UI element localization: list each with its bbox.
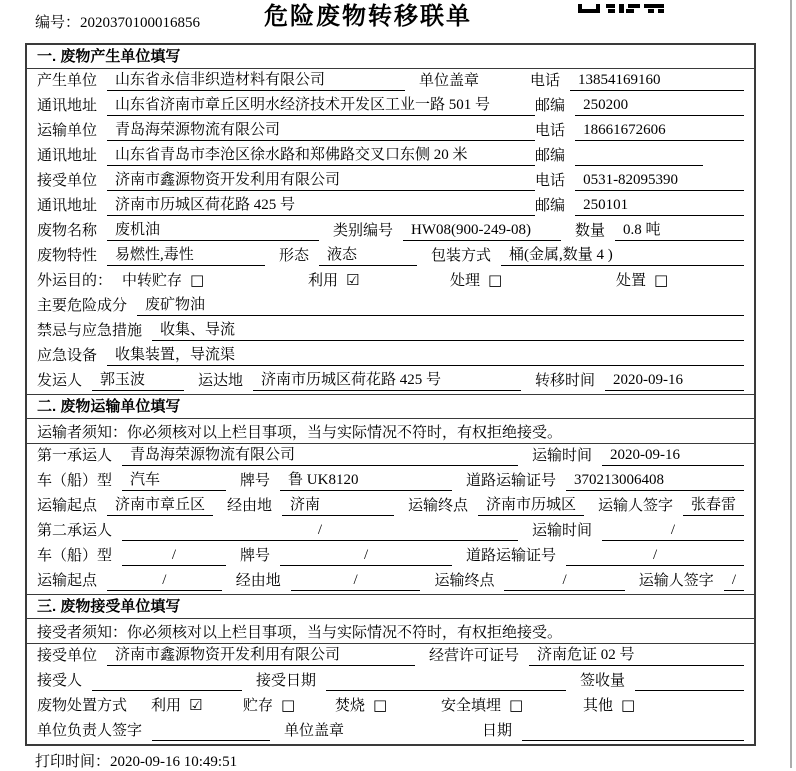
vehicle-type-label: 车（船）型 xyxy=(37,548,113,564)
plate-value: / xyxy=(280,546,452,566)
row-disposal-method xyxy=(27,694,754,719)
row-transport-unit xyxy=(27,119,754,144)
section3-header: 三. 废物接受单位填写 xyxy=(27,594,754,619)
route-start-label: 运输起点 xyxy=(37,498,98,514)
zip-label: 邮编 xyxy=(535,198,566,214)
qr-code-fragment xyxy=(578,0,664,9)
road-permit-value: 370213006408 xyxy=(566,471,744,491)
zip-label: 邮编 xyxy=(535,148,566,164)
option-text: 中转贮存 xyxy=(122,273,183,289)
row-emergency-equipment xyxy=(27,344,754,369)
row-shipper xyxy=(27,369,754,394)
option-text: 安全填埋 xyxy=(441,698,502,714)
unit-seal-label: 单位盖章 xyxy=(284,723,345,739)
transport-time-value: / xyxy=(602,521,744,541)
destination-label: 运达地 xyxy=(198,373,244,389)
row-route-2 xyxy=(27,569,754,594)
transport-zip-group xyxy=(535,147,744,166)
receiver-zip-group xyxy=(535,196,744,216)
page-edge-line xyxy=(790,0,792,768)
checkbox-unchecked-icon: □ xyxy=(509,696,524,714)
checkbox-unchecked-icon: □ xyxy=(373,696,388,714)
disposal-option-utilize xyxy=(151,696,243,716)
license-value: 济南危证 02 号 xyxy=(529,646,744,666)
received-qty-value xyxy=(635,672,744,691)
producer-address-label: 通讯地址 xyxy=(37,98,98,114)
disposal-option-store xyxy=(243,696,335,716)
checkbox-unchecked-icon: □ xyxy=(281,696,296,714)
route-via-label: 经由地 xyxy=(227,498,273,514)
transport-phone-group xyxy=(535,121,744,141)
checkbox-unchecked-icon: □ xyxy=(621,696,636,714)
phone-label: 电话 xyxy=(535,123,566,139)
page-title: 危险废物转移联单 xyxy=(264,3,472,30)
row-second-carrier xyxy=(27,519,754,544)
purpose-option-treat xyxy=(450,271,616,291)
option-text: 利用 xyxy=(151,698,182,714)
row-receiver-address xyxy=(27,194,754,219)
producer-address-value: 山东省济南市章丘区明水经济技术开发区工业一路 501 号 xyxy=(107,96,535,116)
plate-value: 鲁 UK8120 xyxy=(280,471,452,491)
route-end-value: 济南市历城区 xyxy=(478,496,584,516)
destination-value: 济南市历城区荷花路 425 号 xyxy=(253,371,521,391)
date-label: 日期 xyxy=(482,723,513,739)
unit-seal-label: 单位盖章 xyxy=(419,73,480,89)
section1-header: 一. 废物产生单位填写 xyxy=(27,45,754,69)
hazard-component-label: 主要危险成分 xyxy=(37,298,128,314)
transport-unit-label: 运输单位 xyxy=(37,123,98,139)
road-permit-value: / xyxy=(566,546,744,566)
license-label: 经营许可证号 xyxy=(429,648,520,664)
carrier-sign-label: 运输人签字 xyxy=(638,573,714,589)
producer-phone-value: 13854169160 xyxy=(570,71,744,91)
checkbox-unchecked-icon: □ xyxy=(654,271,669,289)
option-text: 利用 xyxy=(308,273,339,289)
receiver-notice-text: 接受者须知：你必须核对以上栏目事项，当与实际情况不符时，有权拒绝接受。 xyxy=(37,624,563,641)
accepting-unit-label: 接受单位 xyxy=(37,648,98,664)
waste-form-label: 形态 xyxy=(279,248,310,264)
transport-time-value: 2020-09-16 xyxy=(602,446,744,466)
section2-header: 二. 废物运输单位填写 xyxy=(27,394,754,419)
route-via-value: 济南 xyxy=(282,496,394,516)
date-value xyxy=(522,722,744,741)
waste-property-label: 废物特性 xyxy=(37,248,98,264)
row-vehicle-2 xyxy=(27,544,754,569)
plate-label: 牌号 xyxy=(240,473,271,489)
first-carrier-value: 青岛海荣源物流有限公司 xyxy=(122,446,518,466)
transport-time-label: 运输时间 xyxy=(532,448,593,464)
hazard-component-value: 废矿物油 xyxy=(137,296,744,316)
receiver-phone-group xyxy=(535,171,744,191)
document-header xyxy=(0,0,796,42)
producer-unit-label: 产生单位 xyxy=(37,73,98,89)
serial-value: 2020370100016856 xyxy=(80,15,201,31)
plate-label: 牌号 xyxy=(240,548,271,564)
row-acceptor xyxy=(27,669,754,694)
route-end-label: 运输终点 xyxy=(434,573,495,589)
waste-qty-label: 数量 xyxy=(575,223,606,239)
receiver-address-label: 通讯地址 xyxy=(37,198,98,214)
row-receiver-notice xyxy=(27,619,754,644)
transport-phone-value: 18661672606 xyxy=(575,121,744,141)
disposal-option-incinerate xyxy=(335,696,441,716)
accept-date-value xyxy=(326,672,566,691)
route-via-value: / xyxy=(291,571,421,591)
form-table xyxy=(25,43,756,746)
waste-code-label: 类别编号 xyxy=(333,223,394,239)
receiver-address-value: 济南市历城区荷花路 425 号 xyxy=(107,196,535,216)
waste-form-value: 液态 xyxy=(319,246,417,266)
option-text: 处理 xyxy=(450,273,481,289)
transporter-notice-text: 运输者须知：你必须核对以上栏目事项，当与实际情况不符时，有权拒绝接受。 xyxy=(37,424,563,441)
waste-property-value: 易燃性,毒性 xyxy=(107,246,265,266)
disposal-option-other xyxy=(583,696,635,716)
option-text: 焚烧 xyxy=(335,698,366,714)
route-end-value: / xyxy=(504,571,624,591)
route-start-value: 济南市章丘区 xyxy=(107,496,213,516)
waste-code-value: HW08(900-249-08) xyxy=(403,221,561,241)
disposal-option-landfill xyxy=(441,696,583,716)
carrier-sign-value: / xyxy=(724,571,744,591)
transfer-time-value: 2020-09-16 xyxy=(605,371,744,391)
route-start-label: 运输起点 xyxy=(37,573,98,589)
producer-phone-group xyxy=(530,71,744,91)
transport-zip-value xyxy=(575,147,703,166)
emergency-measures-label: 禁忌与应急措施 xyxy=(37,323,143,339)
emergency-equipment-label: 应急设备 xyxy=(37,348,98,364)
row-route-1 xyxy=(27,494,754,519)
disposal-method-label: 废物处置方式 xyxy=(37,698,128,714)
row-waste-property xyxy=(27,244,754,269)
row-first-carrier xyxy=(27,444,754,469)
producer-zip-group xyxy=(535,96,744,116)
emergency-measures-value: 收集、导流 xyxy=(152,321,744,341)
purpose-option-transit-storage xyxy=(122,271,308,291)
second-carrier-label: 第二承运人 xyxy=(37,523,113,539)
packing-value: 桶(金属,数量 4 ) xyxy=(501,246,744,266)
option-text: 贮存 xyxy=(243,698,274,714)
receiver-phone-value: 0531-82095390 xyxy=(575,171,744,191)
row-accepting-unit xyxy=(27,644,754,669)
accept-date-label: 接受日期 xyxy=(256,673,317,689)
print-time-value: 2020-09-16 10:49:51 xyxy=(110,754,238,770)
purpose-option-utilize xyxy=(308,271,450,291)
transfer-time-label: 转移时间 xyxy=(535,373,596,389)
accepting-unit-value: 济南市鑫源物资开发利用有限公司 xyxy=(107,646,415,666)
checkbox-checked-icon: ☑ xyxy=(189,696,203,714)
vehicle-type-label: 车（船）型 xyxy=(37,473,113,489)
waste-name-label: 废物名称 xyxy=(37,223,98,239)
acceptor-label: 接受人 xyxy=(37,673,83,689)
checkbox-checked-icon: ☑ xyxy=(346,271,360,289)
responsible-sign-value xyxy=(152,722,270,741)
print-time-label: 打印时间： xyxy=(35,754,111,770)
responsible-sign-label: 单位负责人签字 xyxy=(37,723,143,739)
row-producer-unit xyxy=(27,69,754,94)
serial-label: 编号： xyxy=(35,15,81,31)
second-carrier-value: / xyxy=(122,521,518,541)
road-permit-label: 道路运输证号 xyxy=(466,473,557,489)
row-waste-name xyxy=(27,219,754,244)
packing-label: 包装方式 xyxy=(431,248,492,264)
emergency-equipment-value: 收集装置，导流渠 xyxy=(107,346,744,366)
carrier-sign-label: 运输人签字 xyxy=(597,498,673,514)
receiver-unit-value: 济南市鑫源物资开发利用有限公司 xyxy=(107,171,535,191)
phone-label: 电话 xyxy=(530,73,561,89)
row-transfer-purpose xyxy=(27,269,754,294)
producer-zip-value: 250200 xyxy=(575,96,744,116)
transport-unit-value: 青岛海荣源物流有限公司 xyxy=(107,121,535,141)
waste-qty-value: 0.8 吨 xyxy=(615,221,744,241)
shipper-value: 郭玉波 xyxy=(92,371,184,391)
receiver-zip-value: 250101 xyxy=(575,196,744,216)
route-via-label: 经由地 xyxy=(235,573,281,589)
waste-name-value: 废机油 xyxy=(107,221,319,241)
zip-label: 邮编 xyxy=(535,98,566,114)
vehicle-type-value: / xyxy=(122,546,226,566)
receiver-unit-label: 接受单位 xyxy=(37,173,98,189)
transfer-purpose-label: 外运目的： xyxy=(37,273,113,289)
purpose-option-dispose xyxy=(616,271,668,291)
row-responsible-signature xyxy=(27,719,754,744)
row-transport-address xyxy=(27,144,754,169)
transport-address-label: 通讯地址 xyxy=(37,148,98,164)
shipper-label: 发运人 xyxy=(37,373,83,389)
row-transporter-notice xyxy=(27,419,754,444)
option-text: 其他 xyxy=(583,698,614,714)
producer-unit-value: 山东省永信非织造材料有限公司 xyxy=(107,71,405,91)
checkbox-unchecked-icon: □ xyxy=(190,271,205,289)
option-text: 处置 xyxy=(616,273,647,289)
route-end-label: 运输终点 xyxy=(407,498,468,514)
transport-address-value: 山东省青岛市李沧区徐水路和郑佛路交叉口东侧 20 米 xyxy=(107,146,535,166)
phone-label: 电话 xyxy=(535,173,566,189)
received-qty-label: 签收量 xyxy=(580,673,626,689)
route-start-value: / xyxy=(107,571,222,591)
row-receiver-unit xyxy=(27,169,754,194)
row-producer-address xyxy=(27,94,754,119)
transport-time-label: 运输时间 xyxy=(532,523,593,539)
acceptor-value xyxy=(92,672,242,691)
road-permit-label: 道路运输证号 xyxy=(466,548,557,564)
row-vehicle-1 xyxy=(27,469,754,494)
first-carrier-label: 第一承运人 xyxy=(37,448,113,464)
checkbox-unchecked-icon: □ xyxy=(488,271,503,289)
vehicle-type-value: 汽车 xyxy=(122,471,226,491)
row-hazard-component xyxy=(27,294,754,319)
carrier-sign-value: 张春雷 xyxy=(683,496,744,516)
row-emergency-measures xyxy=(27,319,754,344)
